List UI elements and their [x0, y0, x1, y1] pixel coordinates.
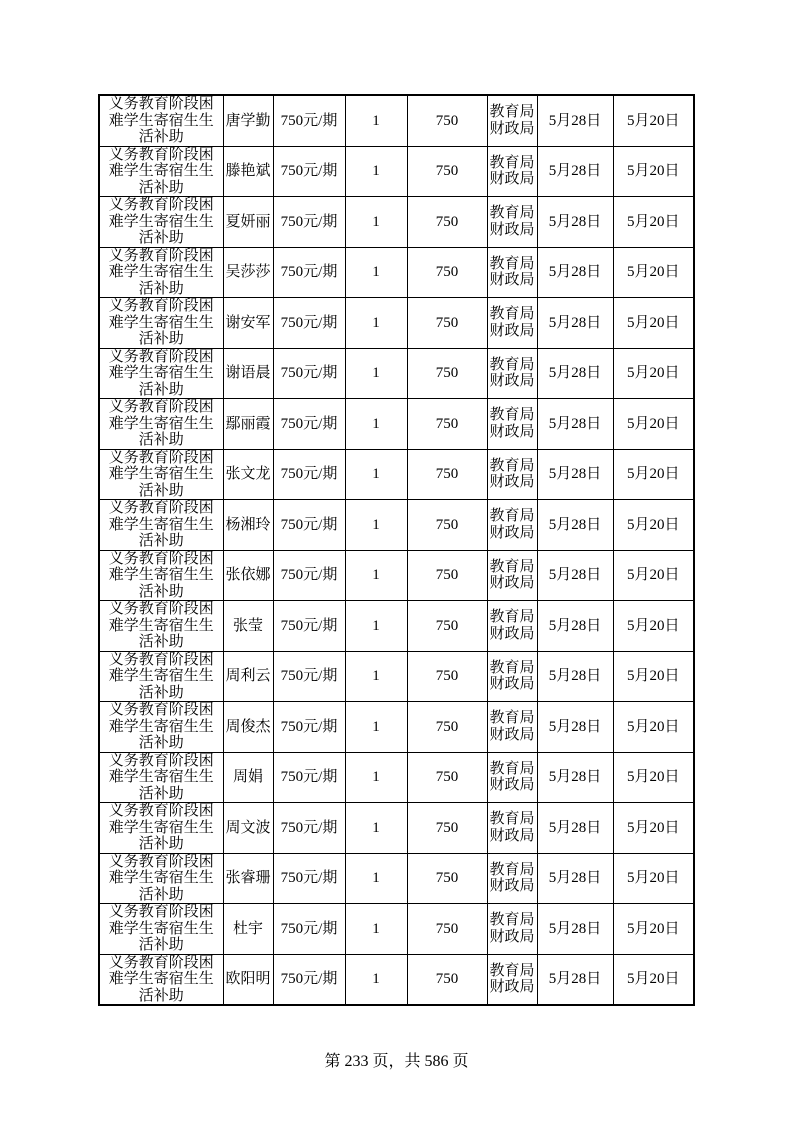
- cell-subsidy-item: 义务教育阶段困难学生寄宿生生活补助: [99, 399, 223, 450]
- cell-issuing-department: 教育局财政局: [487, 702, 537, 753]
- cell-amount: 750: [407, 500, 487, 551]
- cell-issuing-department: 教育局财政局: [487, 904, 537, 955]
- cell-person-name: 杜宇: [223, 904, 273, 955]
- table-row: [99, 904, 694, 955]
- cell-amount: 750: [407, 449, 487, 500]
- cell-funding-standard: 750元/期: [273, 954, 345, 1005]
- table-row: [99, 601, 694, 652]
- cell-issuing-department: 教育局财政局: [487, 95, 537, 146]
- cell-date-2: 5月20日: [613, 399, 694, 450]
- cell-funding-standard: 750元/期: [273, 449, 345, 500]
- cell-issuing-department: 教育局财政局: [487, 601, 537, 652]
- cell-funding-standard: 750元/期: [273, 247, 345, 298]
- cell-funding-standard: 750元/期: [273, 904, 345, 955]
- cell-date-2: 5月20日: [613, 247, 694, 298]
- cell-date-2: 5月20日: [613, 954, 694, 1005]
- cell-date-2: 5月20日: [613, 601, 694, 652]
- cell-subsidy-item: 义务教育阶段困难学生寄宿生生活补助: [99, 904, 223, 955]
- table-row: [99, 954, 694, 1005]
- cell-person-name: 欧阳明: [223, 954, 273, 1005]
- cell-issuing-department: 教育局财政局: [487, 853, 537, 904]
- cell-date-1: 5月28日: [537, 298, 613, 349]
- table-row: [99, 449, 694, 500]
- table-row: [99, 197, 694, 248]
- table-row: [99, 752, 694, 803]
- cell-funding-standard: 750元/期: [273, 146, 345, 197]
- cell-date-2: 5月20日: [613, 197, 694, 248]
- table-row: [99, 95, 694, 146]
- cell-amount: 750: [407, 197, 487, 248]
- cell-funding-standard: 750元/期: [273, 853, 345, 904]
- cell-person-name: 张睿珊: [223, 853, 273, 904]
- cell-date-2: 5月20日: [613, 904, 694, 955]
- cell-issuing-department: 教育局财政局: [487, 399, 537, 450]
- cell-date-1: 5月28日: [537, 651, 613, 702]
- cell-date-2: 5月20日: [613, 752, 694, 803]
- cell-person-name: 周利云: [223, 651, 273, 702]
- table-row: [99, 651, 694, 702]
- cell-funding-standard: 750元/期: [273, 399, 345, 450]
- cell-date-2: 5月20日: [613, 803, 694, 854]
- cell-date-2: 5月20日: [613, 146, 694, 197]
- cell-date-1: 5月28日: [537, 500, 613, 551]
- cell-subsidy-item: 义务教育阶段困难学生寄宿生生活补助: [99, 702, 223, 753]
- cell-person-name: 滕艳斌: [223, 146, 273, 197]
- cell-term-count: 1: [345, 601, 407, 652]
- table-row: [99, 348, 694, 399]
- cell-amount: 750: [407, 702, 487, 753]
- cell-date-1: 5月28日: [537, 197, 613, 248]
- cell-issuing-department: 教育局财政局: [487, 247, 537, 298]
- cell-subsidy-item: 义务教育阶段困难学生寄宿生生活补助: [99, 651, 223, 702]
- cell-person-name: 唐学勤: [223, 95, 273, 146]
- cell-amount: 750: [407, 803, 487, 854]
- subsidy-table: [98, 94, 695, 1006]
- cell-amount: 750: [407, 399, 487, 450]
- cell-person-name: 张文龙: [223, 449, 273, 500]
- cell-date-1: 5月28日: [537, 702, 613, 753]
- cell-subsidy-item: 义务教育阶段困难学生寄宿生生活补助: [99, 500, 223, 551]
- cell-person-name: 张依娜: [223, 550, 273, 601]
- cell-term-count: 1: [345, 197, 407, 248]
- cell-issuing-department: 教育局财政局: [487, 651, 537, 702]
- cell-person-name: 周俊杰: [223, 702, 273, 753]
- cell-issuing-department: 教育局财政局: [487, 197, 537, 248]
- cell-date-1: 5月28日: [537, 348, 613, 399]
- cell-issuing-department: 教育局财政局: [487, 954, 537, 1005]
- cell-term-count: 1: [345, 500, 407, 551]
- cell-subsidy-item: 义务教育阶段困难学生寄宿生生活补助: [99, 752, 223, 803]
- cell-term-count: 1: [345, 651, 407, 702]
- cell-date-1: 5月28日: [537, 803, 613, 854]
- table-row: [99, 853, 694, 904]
- table-row: [99, 500, 694, 551]
- cell-subsidy-item: 义务教育阶段困难学生寄宿生生活补助: [99, 449, 223, 500]
- cell-subsidy-item: 义务教育阶段困难学生寄宿生生活补助: [99, 550, 223, 601]
- cell-amount: 750: [407, 904, 487, 955]
- cell-term-count: 1: [345, 348, 407, 399]
- cell-term-count: 1: [345, 550, 407, 601]
- cell-term-count: 1: [345, 146, 407, 197]
- cell-date-1: 5月28日: [537, 954, 613, 1005]
- cell-issuing-department: 教育局财政局: [487, 146, 537, 197]
- cell-date-1: 5月28日: [537, 247, 613, 298]
- cell-subsidy-item: 义务教育阶段困难学生寄宿生生活补助: [99, 146, 223, 197]
- cell-issuing-department: 教育局财政局: [487, 550, 537, 601]
- cell-amount: 750: [407, 752, 487, 803]
- cell-term-count: 1: [345, 803, 407, 854]
- cell-funding-standard: 750元/期: [273, 197, 345, 248]
- cell-issuing-department: 教育局财政局: [487, 449, 537, 500]
- table-row: [99, 803, 694, 854]
- cell-person-name: 夏妍丽: [223, 197, 273, 248]
- cell-term-count: 1: [345, 247, 407, 298]
- cell-subsidy-item: 义务教育阶段困难学生寄宿生生活补助: [99, 247, 223, 298]
- cell-term-count: 1: [345, 95, 407, 146]
- cell-term-count: 1: [345, 702, 407, 753]
- cell-term-count: 1: [345, 298, 407, 349]
- cell-person-name: 杨湘玲: [223, 500, 273, 551]
- cell-amount: 750: [407, 651, 487, 702]
- cell-date-2: 5月20日: [613, 550, 694, 601]
- cell-date-2: 5月20日: [613, 702, 694, 753]
- cell-person-name: 谢语晨: [223, 348, 273, 399]
- cell-date-2: 5月20日: [613, 853, 694, 904]
- cell-amount: 750: [407, 954, 487, 1005]
- cell-amount: 750: [407, 853, 487, 904]
- cell-subsidy-item: 义务教育阶段困难学生寄宿生生活补助: [99, 348, 223, 399]
- cell-term-count: 1: [345, 954, 407, 1005]
- table-row: [99, 146, 694, 197]
- cell-amount: 750: [407, 146, 487, 197]
- table-row: [99, 399, 694, 450]
- cell-subsidy-item: 义务教育阶段困难学生寄宿生生活补助: [99, 803, 223, 854]
- cell-funding-standard: 750元/期: [273, 651, 345, 702]
- cell-person-name: 谢安军: [223, 298, 273, 349]
- cell-amount: 750: [407, 348, 487, 399]
- table-body: [99, 95, 694, 1005]
- cell-date-2: 5月20日: [613, 500, 694, 551]
- cell-amount: 750: [407, 601, 487, 652]
- cell-amount: 750: [407, 550, 487, 601]
- cell-subsidy-item: 义务教育阶段困难学生寄宿生生活补助: [99, 197, 223, 248]
- cell-subsidy-item: 义务教育阶段困难学生寄宿生生活补助: [99, 853, 223, 904]
- cell-term-count: 1: [345, 399, 407, 450]
- table-row: [99, 247, 694, 298]
- cell-funding-standard: 750元/期: [273, 298, 345, 349]
- cell-term-count: 1: [345, 449, 407, 500]
- cell-funding-standard: 750元/期: [273, 702, 345, 753]
- cell-subsidy-item: 义务教育阶段困难学生寄宿生生活补助: [99, 95, 223, 146]
- table-row: [99, 550, 694, 601]
- cell-amount: 750: [407, 95, 487, 146]
- cell-date-1: 5月28日: [537, 95, 613, 146]
- cell-funding-standard: 750元/期: [273, 803, 345, 854]
- cell-funding-standard: 750元/期: [273, 95, 345, 146]
- cell-date-2: 5月20日: [613, 298, 694, 349]
- cell-date-1: 5月28日: [537, 601, 613, 652]
- cell-date-1: 5月28日: [537, 904, 613, 955]
- cell-issuing-department: 教育局财政局: [487, 348, 537, 399]
- cell-date-1: 5月28日: [537, 399, 613, 450]
- cell-funding-standard: 750元/期: [273, 752, 345, 803]
- cell-funding-standard: 750元/期: [273, 601, 345, 652]
- cell-date-2: 5月20日: [613, 651, 694, 702]
- cell-amount: 750: [407, 247, 487, 298]
- cell-funding-standard: 750元/期: [273, 348, 345, 399]
- cell-person-name: 鄢丽霞: [223, 399, 273, 450]
- cell-date-2: 5月20日: [613, 95, 694, 146]
- cell-person-name: 周娟: [223, 752, 273, 803]
- cell-subsidy-item: 义务教育阶段困难学生寄宿生生活补助: [99, 601, 223, 652]
- table-row: [99, 298, 694, 349]
- cell-person-name: 张莹: [223, 601, 273, 652]
- cell-amount: 750: [407, 298, 487, 349]
- cell-issuing-department: 教育局财政局: [487, 298, 537, 349]
- cell-date-1: 5月28日: [537, 752, 613, 803]
- cell-date-2: 5月20日: [613, 348, 694, 399]
- cell-date-1: 5月28日: [537, 853, 613, 904]
- cell-date-2: 5月20日: [613, 449, 694, 500]
- cell-term-count: 1: [345, 752, 407, 803]
- cell-term-count: 1: [345, 853, 407, 904]
- cell-date-1: 5月28日: [537, 550, 613, 601]
- cell-date-1: 5月28日: [537, 146, 613, 197]
- cell-subsidy-item: 义务教育阶段困难学生寄宿生生活补助: [99, 298, 223, 349]
- table-row: [99, 702, 694, 753]
- cell-subsidy-item: 义务教育阶段困难学生寄宿生生活补助: [99, 954, 223, 1005]
- cell-person-name: 周文波: [223, 803, 273, 854]
- cell-term-count: 1: [345, 904, 407, 955]
- cell-issuing-department: 教育局财政局: [487, 803, 537, 854]
- cell-date-1: 5月28日: [537, 449, 613, 500]
- page-number-footer: 第 233 页，共 586 页: [324, 1053, 469, 1070]
- cell-issuing-department: 教育局财政局: [487, 500, 537, 551]
- cell-issuing-department: 教育局财政局: [487, 752, 537, 803]
- cell-person-name: 吴莎莎: [223, 247, 273, 298]
- cell-funding-standard: 750元/期: [273, 550, 345, 601]
- cell-funding-standard: 750元/期: [273, 500, 345, 551]
